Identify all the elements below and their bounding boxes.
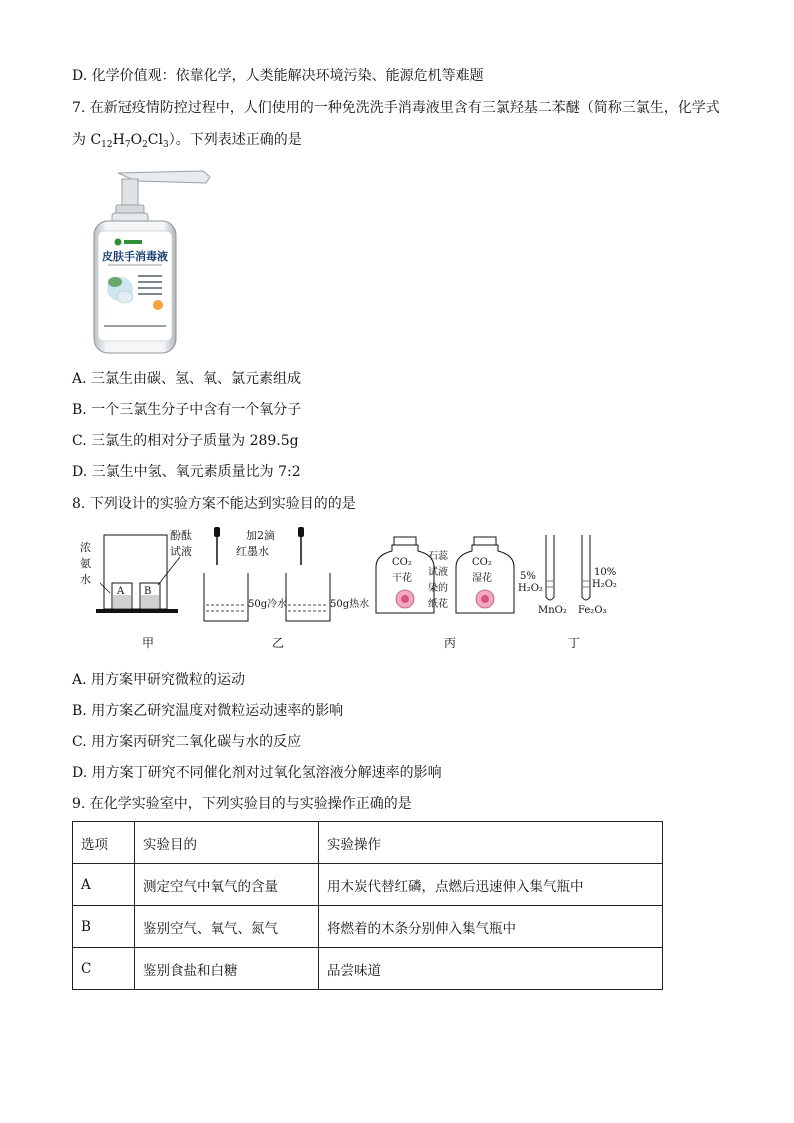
bing-wet-flower-label: 湿花 [472, 573, 492, 584]
table-row [73, 948, 663, 990]
bing-litmus-label-3: 染的 [428, 583, 448, 594]
q8-option-b: B. 用方案乙研究温度对微粒运动速率的影响 [72, 703, 344, 719]
table-cell: C [73, 948, 135, 990]
ding-h2o2-5-label: 5% [520, 571, 536, 582]
bing-co2-left-label: CO₂ [392, 557, 412, 568]
bing-caption: 丙 [444, 636, 457, 650]
setup-yi [204, 527, 369, 650]
q7-option-b: B. 一个三氯生分子中含有一个氧分子 [72, 402, 302, 418]
table-header-row [73, 822, 663, 864]
table-cell: B [73, 906, 135, 948]
bing-co2-right-label: CO₂ [472, 557, 492, 568]
ding-h2o2-5-formula: H₂O₂ [518, 583, 543, 594]
yi-cold-water-label: 50g冷水 [248, 599, 288, 610]
bing-litmus-label-1: 石蕊 [428, 551, 448, 562]
table-header-cell: 选项 [73, 822, 135, 864]
q6-option-d: D. 化学价值观：依靠化学，人类能解决环境污染、能源危机等难题 [72, 68, 484, 84]
table-cell: 将燃着的木条分别伸入集气瓶中 [319, 906, 663, 948]
table-cell: A [73, 864, 135, 906]
table-header-cell: 实验目的 [135, 822, 319, 864]
jia-phenolphthalein-label-2: 试液 [170, 545, 192, 558]
jia-caption: 甲 [142, 636, 155, 650]
jia-beaker-b-label: B [144, 586, 152, 597]
table-cell: 用木炭代替红磷，点燃后迅速伸入集气瓶中 [319, 864, 663, 906]
jia-beaker-a-label: A [117, 586, 125, 597]
q9-options-table [72, 821, 663, 990]
yi-drop-label-1: 加2滴 [246, 529, 275, 542]
bing-litmus-label-2: 试液 [428, 567, 448, 578]
table-header-cell: 实验操作 [319, 822, 663, 864]
table-row [73, 864, 663, 906]
yi-caption: 乙 [272, 636, 285, 650]
table-row [73, 906, 663, 948]
bottle-label-text: 皮肤手消毒液 [102, 250, 168, 263]
table-cell: 鉴别食盐和白糖 [135, 948, 319, 990]
yi-drop-label-2: 红墨水 [236, 545, 269, 558]
q7-option-d: D. 三氯生中氢、氧元素质量比为 7:2 [72, 464, 301, 480]
q7-stem-line1: 7. 在新冠疫情防控过程中，人们使用的一种免洗洗手消毒液里含有三氯羟基二苯醚（简称三氯生，化学式 [72, 100, 720, 116]
table-cell: 鉴别空气、氧气、氮气 [135, 906, 319, 948]
q7-option-c: C. 三氯生的相对分子质量为 289.5g [72, 433, 299, 449]
jia-phenolphthalein-label-1: 酚酞 [170, 529, 192, 542]
q8-stem: 8. 下列设计的实验方案不能达到实验目的的是 [72, 496, 356, 512]
table-cell: 品尝味道 [319, 948, 663, 990]
q7-stem-line2: 为 $C_{12}H_7O_2Cl_3$）。下列表述正确的是 [72, 132, 302, 150]
jia-ammonia-label-1: 浓 [80, 541, 91, 554]
q8-option-a: A. 用方案甲研究微粒的运动 [72, 672, 246, 688]
setup-bing [376, 537, 514, 650]
ding-caption: 丁 [568, 636, 581, 650]
q9-stem: 9. 在化学实验室中，下列实验目的与实验操作正确的是 [72, 796, 412, 812]
q8-experiment-figure [72, 525, 632, 655]
ding-h2o2-10-formula: H₂O₂ [592, 579, 617, 590]
ding-mno2-label: MnO₂ [538, 605, 567, 616]
yi-hot-water-label: 50g热水 [330, 599, 370, 610]
setup-jia [80, 528, 192, 650]
q8-option-c: C. 用方案丙研究二氧化碳与水的反应 [72, 734, 302, 750]
ding-fe2o3-label: Fe₂O₃ [578, 605, 607, 616]
q8-option-d: D. 用方案丁研究不同催化剂对过氧化氢溶液分解速率的影响 [72, 765, 442, 781]
bing-dry-flower-label: 干花 [392, 573, 412, 584]
table-cell: 测定空气中氧气的含量 [135, 864, 319, 906]
ding-h2o2-10-label: 10% [594, 567, 617, 578]
jia-ammonia-label-2: 氨 [80, 557, 91, 570]
hand-sanitizer-bottle-image [88, 165, 213, 357]
jia-ammonia-label-3: 水 [80, 573, 91, 586]
q7-option-a: A. 三氯生由碳、氢、氧、氯元素组成 [72, 371, 302, 387]
setup-ding [518, 535, 617, 650]
bing-litmus-label-4: 纸花 [428, 599, 448, 610]
